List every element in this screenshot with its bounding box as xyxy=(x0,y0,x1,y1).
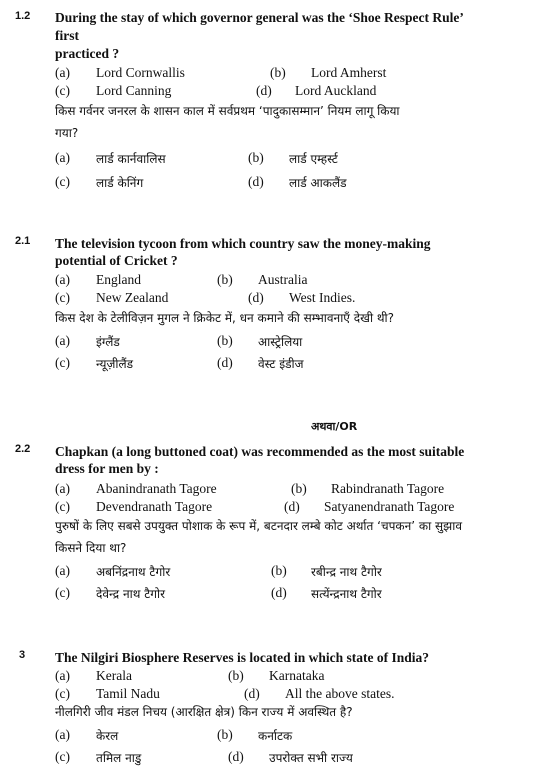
option-text: अबनिंद्रनाथ टैगोर xyxy=(96,565,171,579)
option-label: (b) xyxy=(228,668,244,683)
hindi-question-line: किसने दिया था? xyxy=(55,541,127,555)
option-text: Devendranath Tagore xyxy=(96,499,213,514)
option-label: (a) xyxy=(55,668,70,683)
option-label: (c) xyxy=(55,83,70,98)
option-label: (d) xyxy=(244,686,260,701)
option-label: (c) xyxy=(55,749,70,764)
question-number: 1.2 xyxy=(15,10,31,22)
hindi-question-line: पुरुषों के लिए सबसे उपयुक्त पोशाक के रूप में, बटनदार लम्बे कोट अर्थात ‘चपकन’ का सुझाव xyxy=(55,519,463,533)
option-label: (d) xyxy=(228,749,244,764)
question-text-line: The television tycoon from which country saw the money-making xyxy=(55,236,431,251)
option-label: (b) xyxy=(217,333,233,348)
question-number: 3 xyxy=(19,649,26,661)
question-number: 2.2 xyxy=(15,443,31,455)
option-text: Tamil Nadu xyxy=(96,686,160,701)
option-text: Satyanendranath Tagore xyxy=(324,499,455,514)
option-label: (a) xyxy=(55,65,70,80)
hindi-question-line: किस गर्वनर जनरल के शासन काल में सर्वप्रथम ‘पादुकासम्मान’ नियम लागू किया xyxy=(55,104,400,118)
option-label: (d) xyxy=(256,83,272,98)
option-label: (b) xyxy=(248,150,264,165)
option-label: (a) xyxy=(55,727,70,742)
option-text: Rabindranath Tagore xyxy=(331,481,445,496)
option-text: All the above states. xyxy=(285,686,395,701)
option-label: (d) xyxy=(248,290,264,305)
question-text-line: first xyxy=(55,28,79,43)
question-text-line: During the stay of which governor general was the ‘Shoe Respect Rule’ xyxy=(55,10,464,25)
option-label: (b) xyxy=(217,272,233,287)
question-text-line: Chapkan (a long buttoned coat) was recommended as the most suitable xyxy=(55,444,465,459)
hindi-question-line: नीलगिरी जीव मंडल निचय (आरक्षित क्षेत्र) किन राज्य में अवस्थित है? xyxy=(55,705,353,719)
option-label: (b) xyxy=(270,65,286,80)
option-text: Karnataka xyxy=(269,668,325,683)
option-text: Kerala xyxy=(96,668,132,683)
option-text: देवेन्द्र नाथ टैगोर xyxy=(96,587,166,601)
question-text-line: The Nilgiri Biosphere Reserves is located in which state of India? xyxy=(55,650,429,665)
question-text-line: potential of Cricket ? xyxy=(55,253,178,268)
option-text: आस्ट्रेलिया xyxy=(258,335,303,349)
option-label: (a) xyxy=(55,150,70,165)
option-text: इंग्लैंड xyxy=(96,335,120,349)
option-label: (b) xyxy=(271,563,287,578)
option-text: West Indies. xyxy=(289,290,356,305)
or-separator: अथवा/OR xyxy=(311,420,358,433)
option-text: Lord Amherst xyxy=(311,65,387,80)
option-text: New Zealand xyxy=(96,290,169,305)
option-label: (a) xyxy=(55,481,70,496)
option-text: Lord Auckland xyxy=(295,83,377,98)
hindi-question-line: गया? xyxy=(55,126,79,140)
option-label: (d) xyxy=(284,499,300,514)
option-text: Abanindranath Tagore xyxy=(96,481,217,496)
option-text: न्यूज़ीलैंड xyxy=(96,357,134,371)
option-label: (c) xyxy=(55,499,70,514)
option-label: (a) xyxy=(55,333,70,348)
option-text: लार्ड केनिंग xyxy=(96,176,144,190)
option-label: (c) xyxy=(55,174,70,189)
option-text: लार्ड एम्हर्स्ट xyxy=(289,152,338,166)
option-label: (c) xyxy=(55,355,70,370)
option-label: (c) xyxy=(55,686,70,701)
option-text: England xyxy=(96,272,141,287)
option-text: तमिल नाडु xyxy=(96,751,142,765)
option-text: कर्नाटक xyxy=(258,729,293,743)
option-text: Australia xyxy=(258,272,308,287)
hindi-question-line: किस देश के टेलीविज़न मुगल ने क्रिकेट में, धन कमाने की सम्भावनाएँ देखी थी? xyxy=(55,311,395,325)
option-text: उपरोक्त सभी राज्य xyxy=(269,751,353,765)
option-text: केरल xyxy=(96,729,119,743)
option-label: (d) xyxy=(271,585,287,600)
option-label: (b) xyxy=(217,727,233,742)
option-label: (b) xyxy=(291,481,307,496)
question-text-line: dress for men by : xyxy=(55,461,159,476)
question-text-line: practiced ? xyxy=(55,46,120,61)
option-text: Lord Cornwallis xyxy=(96,65,185,80)
option-label: (a) xyxy=(55,272,70,287)
option-label: (c) xyxy=(55,585,70,600)
option-label: (c) xyxy=(55,290,70,305)
option-text: सत्येंन्द्रनाथ टैगोर xyxy=(311,587,382,601)
option-text: लार्ड कार्नवालिस xyxy=(96,152,166,166)
option-label: (a) xyxy=(55,563,70,578)
option-text: Lord Canning xyxy=(96,83,172,98)
option-label: (d) xyxy=(217,355,233,370)
option-text: रबीन्द्र नाथ टैगोर xyxy=(311,565,382,579)
option-text: लार्ड आकलैंड xyxy=(289,176,347,190)
question-number: 2.1 xyxy=(15,235,31,247)
option-text: वेस्ट इंडीज xyxy=(258,357,304,371)
option-label: (d) xyxy=(248,174,264,189)
